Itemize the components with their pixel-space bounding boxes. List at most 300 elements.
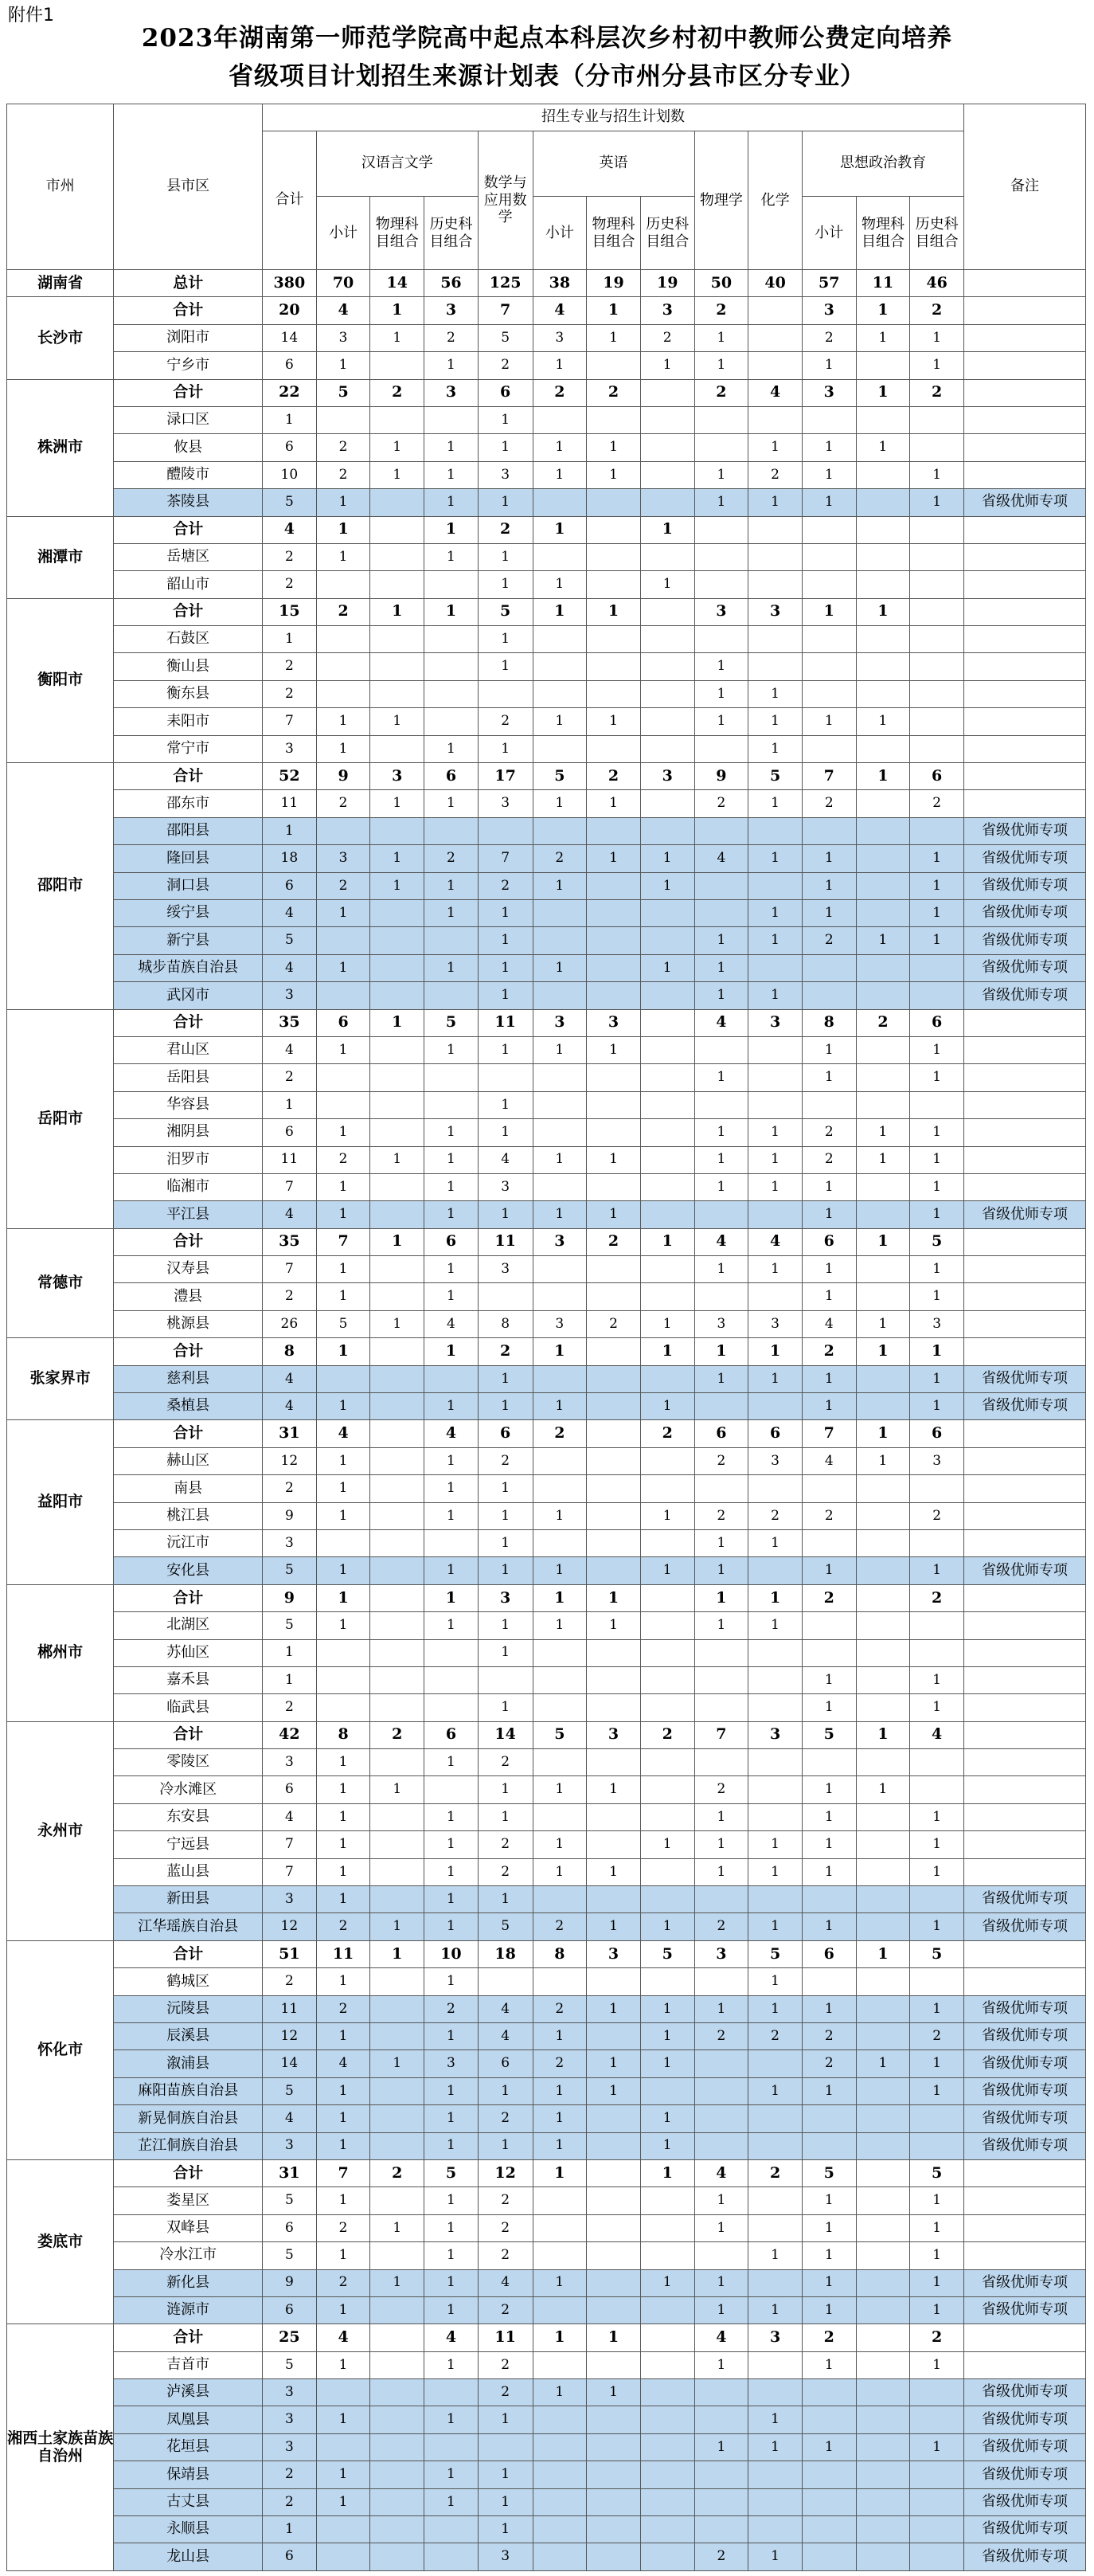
value-cell [802,982,856,1009]
value-cell: 1 [370,461,424,488]
value-cell [802,2406,856,2433]
value-cell: 4 [802,1447,856,1474]
value-cell: 11 [478,1228,533,1255]
value-cell: 1 [533,598,587,625]
value-cell: 1 [478,434,533,461]
county-name-cell: 泸溪县 [114,2379,263,2406]
county-name-cell: 双峰县 [114,2214,263,2241]
value-cell: 1 [802,1995,856,2022]
county-name-cell: 北湖区 [114,1612,263,1639]
value-cell: 2 [802,1146,856,1173]
table-row [7,1612,1086,1639]
value-cell: 12 [478,2159,533,2186]
value-cell: 3 [802,297,856,324]
value-cell [587,1283,641,1310]
value-cell [640,2461,694,2488]
value-cell: 1 [748,1365,803,1392]
value-cell: 1 [533,1338,587,1365]
value-cell [856,1666,910,1693]
value-cell [694,2379,748,2406]
value-cell [370,1338,424,1365]
header-politics-phys-combo: 物理科目组合 [856,197,910,270]
value-cell: 1 [587,2050,641,2077]
value-cell: 1 [424,2105,479,2132]
value-cell [856,2214,910,2241]
value-cell: 1 [910,1338,964,1365]
value-cell [533,489,587,516]
value-cell [910,817,964,844]
value-cell: 5 [640,1940,694,1967]
value-cell [370,1119,424,1146]
value-cell [587,489,641,516]
value-cell: 1 [587,1913,641,1940]
value-cell [640,1612,694,1639]
table-row [7,1365,1086,1392]
value-cell [856,1365,910,1392]
value-cell: 1 [587,2077,641,2104]
value-cell: 1 [748,1913,803,1940]
value-cell: 1 [424,2269,479,2296]
value-cell [533,2543,587,2570]
value-cell: 6 [263,434,317,461]
value-cell [640,1036,694,1063]
value-cell [587,2105,641,2132]
value-cell: 1 [316,2187,370,2214]
value-cell: 1 [424,1749,479,1776]
value-cell: 11 [263,790,317,817]
value-cell: 4 [478,2023,533,2050]
county-name-cell: 保靖县 [114,2461,263,2488]
value-cell: 1 [587,324,641,351]
remark-cell [964,2214,1086,2241]
value-cell: 6 [910,1420,964,1447]
value-cell [587,2269,641,2296]
county-name-cell: 赫山区 [114,1447,263,1474]
remark-cell [964,1256,1086,1283]
value-cell: 6 [910,1009,964,1036]
value-cell [533,2406,587,2433]
value-cell [748,297,803,324]
value-cell: 1 [424,1173,479,1200]
value-cell: 5 [263,2187,317,2214]
value-cell: 1 [856,927,910,954]
county-name-cell: 南县 [114,1475,263,1502]
table-row [7,1995,1086,2022]
value-cell: 6 [263,2296,317,2323]
value-cell: 1 [802,1064,856,1091]
value-cell: 1 [694,2187,748,2214]
value-cell: 1 [370,872,424,899]
value-cell: 1 [802,2214,856,2241]
value-cell: 31 [263,1420,317,1447]
county-name-cell: 合计 [114,1584,263,1611]
value-cell: 1 [478,954,533,981]
table-row [7,2351,1086,2378]
value-cell: 1 [694,2351,748,2378]
value-cell [748,626,803,653]
value-cell: 1 [424,2077,479,2104]
city-name-cell: 怀化市 [7,1940,114,2159]
value-cell: 1 [316,2488,370,2515]
county-name-cell: 鹤城区 [114,1968,263,1995]
remark-cell: 省级优师专项 [964,2488,1086,2515]
value-cell [640,2187,694,2214]
value-cell: 3 [640,297,694,324]
value-cell: 1 [370,1310,424,1337]
value-cell: 1 [533,1831,587,1858]
value-cell [478,680,533,707]
value-cell: 1 [748,845,803,872]
value-cell: 31 [263,2159,317,2186]
value-cell: 1 [748,2543,803,2570]
value-cell [533,2214,587,2241]
value-cell [587,1639,641,1666]
value-cell: 1 [587,1858,641,1885]
value-cell: 3 [587,1009,641,1036]
remark-cell [964,653,1086,680]
value-cell: 3 [587,1721,641,1748]
table-row-subtotal [7,379,1086,406]
value-cell [370,1420,424,1447]
value-cell [748,2050,803,2077]
value-cell: 2 [370,1721,424,1748]
value-cell [424,1529,479,1556]
value-cell: 1 [856,1119,910,1146]
value-cell: 1 [910,1557,964,1584]
value-cell: 1 [316,1393,370,1420]
table-row-subtotal [7,1009,1086,1036]
value-cell [694,1393,748,1420]
value-cell [856,1091,910,1118]
table-row [7,1913,1086,1940]
value-cell: 2 [263,543,317,570]
value-cell [910,2406,964,2433]
county-name-cell: 绥宁县 [114,899,263,926]
value-cell: 1 [478,1529,533,1556]
value-cell: 1 [910,1913,964,1940]
value-cell: 3 [694,598,748,625]
value-cell: 6 [263,2543,317,2570]
header-chinese-phys-combo: 物理科目组合 [370,197,424,270]
value-cell [802,1612,856,1639]
value-cell: 1 [640,352,694,379]
value-cell: 2 [533,1913,587,1940]
value-cell: 6 [802,1940,856,1967]
value-cell [587,626,641,653]
value-cell [370,2543,424,2570]
value-cell: 1 [640,2132,694,2159]
value-cell: 1 [802,2269,856,2296]
value-cell: 3 [587,1940,641,1967]
value-cell: 1 [802,2433,856,2461]
value-cell: 1 [910,1119,964,1146]
county-name-cell: 涟源市 [114,2296,263,2323]
table-row-subtotal [7,763,1086,790]
value-cell [587,1338,641,1365]
remark-cell [964,1338,1086,1365]
value-cell: 1 [370,2050,424,2077]
header-politics-subtotal: 小计 [802,197,856,270]
value-cell [587,899,641,926]
value-cell [640,379,694,406]
value-cell [640,2406,694,2433]
value-cell [694,1639,748,1666]
value-cell: 11 [478,2324,533,2351]
value-cell [694,543,748,570]
value-cell [370,2461,424,2488]
value-cell: 2 [263,653,317,680]
value-cell: 1 [640,2023,694,2050]
value-cell [370,2433,424,2461]
value-cell [640,1173,694,1200]
value-cell [640,1283,694,1310]
value-cell: 1 [424,1913,479,1940]
header-county: 县市区 [114,104,263,270]
value-cell [587,1831,641,1858]
value-cell: 2 [263,1064,317,1091]
value-cell: 1 [587,790,641,817]
table-row [7,2433,1086,2461]
value-cell [802,543,856,570]
value-cell [856,2351,910,2378]
value-cell [910,653,964,680]
table-row [7,790,1086,817]
value-cell [694,1475,748,1502]
value-cell: 1 [748,1256,803,1283]
value-cell: 1 [587,1776,641,1803]
value-cell [748,2214,803,2241]
county-name-cell: 零陵区 [114,1749,263,1776]
value-cell: 2 [694,1776,748,1803]
county-name-cell: 古丈县 [114,2488,263,2515]
table-row [7,2132,1086,2159]
value-cell [533,543,587,570]
value-cell [748,1036,803,1063]
header-total: 合计 [263,131,317,270]
county-name-cell: 桃源县 [114,1310,263,1337]
table-row [7,1776,1086,1803]
value-cell: 8 [478,1310,533,1337]
remark-cell [964,735,1086,762]
county-name-cell: 花垣县 [114,2433,263,2461]
value-cell [694,2242,748,2269]
value-cell [748,1201,803,1228]
table-row [7,1968,1086,1995]
value-cell [856,1256,910,1283]
value-cell [424,406,479,433]
value-cell: 14 [263,324,317,351]
value-cell [910,1776,964,1803]
value-cell: 1 [424,2406,479,2433]
value-cell: 1 [802,1666,856,1693]
value-cell: 2 [694,379,748,406]
value-cell: 2 [478,2351,533,2378]
value-cell: 11 [263,1146,317,1173]
table-row [7,845,1086,872]
value-cell: 10 [424,1940,479,1967]
value-cell [910,1612,964,1639]
value-cell [640,680,694,707]
value-cell: 2 [263,2488,317,2515]
value-cell [856,954,910,981]
county-name-cell: 隆回县 [114,845,263,872]
remark-cell [964,1694,1086,1721]
value-cell: 1 [910,1256,964,1283]
value-cell [587,2242,641,2269]
value-cell: 7 [694,1721,748,1748]
county-name-cell: 沅陵县 [114,1995,263,2022]
value-cell: 5 [802,1721,856,1748]
value-cell: 1 [694,2433,748,2461]
city-name-cell: 娄底市 [7,2159,114,2323]
value-cell [640,2324,694,2351]
value-cell: 2 [748,2159,803,2186]
value-cell: 1 [533,2159,587,2186]
county-name-cell: 芷江侗族自治县 [114,2132,263,2159]
value-cell: 2 [316,872,370,899]
value-cell: 18 [263,845,317,872]
value-cell [316,1529,370,1556]
value-cell [748,406,803,433]
document-title-line2: 省级项目计划招生来源计划表（分市州分县市区分专业） [229,62,865,91]
value-cell [370,516,424,543]
value-cell: 12 [263,1913,317,1940]
value-cell: 1 [424,2351,479,2378]
value-cell: 1 [694,653,748,680]
table-row [7,1036,1086,1063]
remark-cell [964,1968,1086,1995]
county-name-cell: 常宁市 [114,735,263,762]
value-cell [748,571,803,598]
value-cell: 4 [263,1803,317,1830]
table-row [7,352,1086,379]
value-cell [910,571,964,598]
table-row [7,461,1086,488]
county-name-cell: 澧县 [114,1283,263,1310]
value-cell: 2 [910,1502,964,1529]
value-cell: 1 [748,2242,803,2269]
value-cell: 3 [263,2433,317,2461]
value-cell [856,1858,910,1885]
value-cell: 11 [316,1940,370,1967]
value-cell [316,1064,370,1091]
value-cell: 1 [424,489,479,516]
value-cell: 15 [263,598,317,625]
value-cell: 2 [533,379,587,406]
remark-cell [964,324,1086,351]
table-row [7,927,1086,954]
value-cell [802,626,856,653]
value-cell [424,1639,479,1666]
value-cell [640,434,694,461]
value-cell: 1 [910,2242,964,2269]
value-cell [370,899,424,926]
county-name-cell: 城步苗族自治县 [114,954,263,981]
value-cell: 2 [802,2050,856,2077]
value-cell [910,954,964,981]
value-cell [910,598,964,625]
value-cell [316,982,370,1009]
value-cell: 1 [424,461,479,488]
county-name-cell: 岳塘区 [114,543,263,570]
value-cell: 1 [424,1256,479,1283]
value-cell: 1 [478,1557,533,1584]
table-row [7,1529,1086,1556]
value-cell: 6 [910,763,964,790]
value-cell: 14 [478,1721,533,1748]
value-cell [856,1886,910,1913]
value-cell [856,626,910,653]
table-row [7,2269,1086,2296]
value-cell [640,2077,694,2104]
value-cell [424,2433,479,2461]
value-cell: 2 [478,2379,533,2406]
value-cell [533,2242,587,2269]
remark-cell: 省级优师专项 [964,845,1086,872]
remark-cell [964,571,1086,598]
value-cell: 6 [478,379,533,406]
value-cell [748,872,803,899]
value-cell: 1 [802,1694,856,1721]
value-cell: 1 [478,1803,533,1830]
value-cell: 6 [694,1420,748,1447]
value-cell [424,982,479,1009]
value-cell: 1 [316,1036,370,1063]
value-cell: 3 [748,1009,803,1036]
value-cell [370,1803,424,1830]
county-name-cell: 邵阳县 [114,817,263,844]
value-cell: 1 [424,735,479,762]
value-cell: 5 [424,1009,479,1036]
value-cell: 1 [316,1612,370,1639]
value-cell: 1 [910,1283,964,1310]
value-cell: 1 [316,1119,370,1146]
value-cell [370,489,424,516]
value-cell: 2 [694,2543,748,2570]
table-row [7,1803,1086,1830]
value-cell: 1 [370,1009,424,1036]
value-cell [640,2488,694,2515]
value-cell: 3 [263,735,317,762]
value-cell [424,2543,479,2570]
value-cell: 1 [316,352,370,379]
value-cell [748,1666,803,1693]
value-cell: 2 [802,2324,856,2351]
value-cell: 1 [856,1447,910,1474]
city-name-cell: 邵阳市 [7,763,114,1010]
table-row [7,1666,1086,1693]
value-cell: 3 [640,763,694,790]
value-cell [587,680,641,707]
value-cell: 1 [424,1475,479,1502]
value-cell [316,1666,370,1693]
value-cell [370,2324,424,2351]
value-cell [370,352,424,379]
value-cell [802,2379,856,2406]
value-cell: 1 [533,708,587,735]
value-cell [316,680,370,707]
value-cell: 3 [694,1310,748,1337]
city-name-cell: 益阳市 [7,1420,114,1584]
remark-cell [964,2187,1086,2214]
value-cell: 1 [694,2296,748,2323]
value-cell: 1 [370,708,424,735]
county-name-cell: 桃江县 [114,1502,263,1529]
value-cell: 5 [533,1721,587,1748]
value-cell: 5 [263,2351,317,2378]
value-cell: 4 [263,1036,317,1063]
value-cell: 9 [694,763,748,790]
